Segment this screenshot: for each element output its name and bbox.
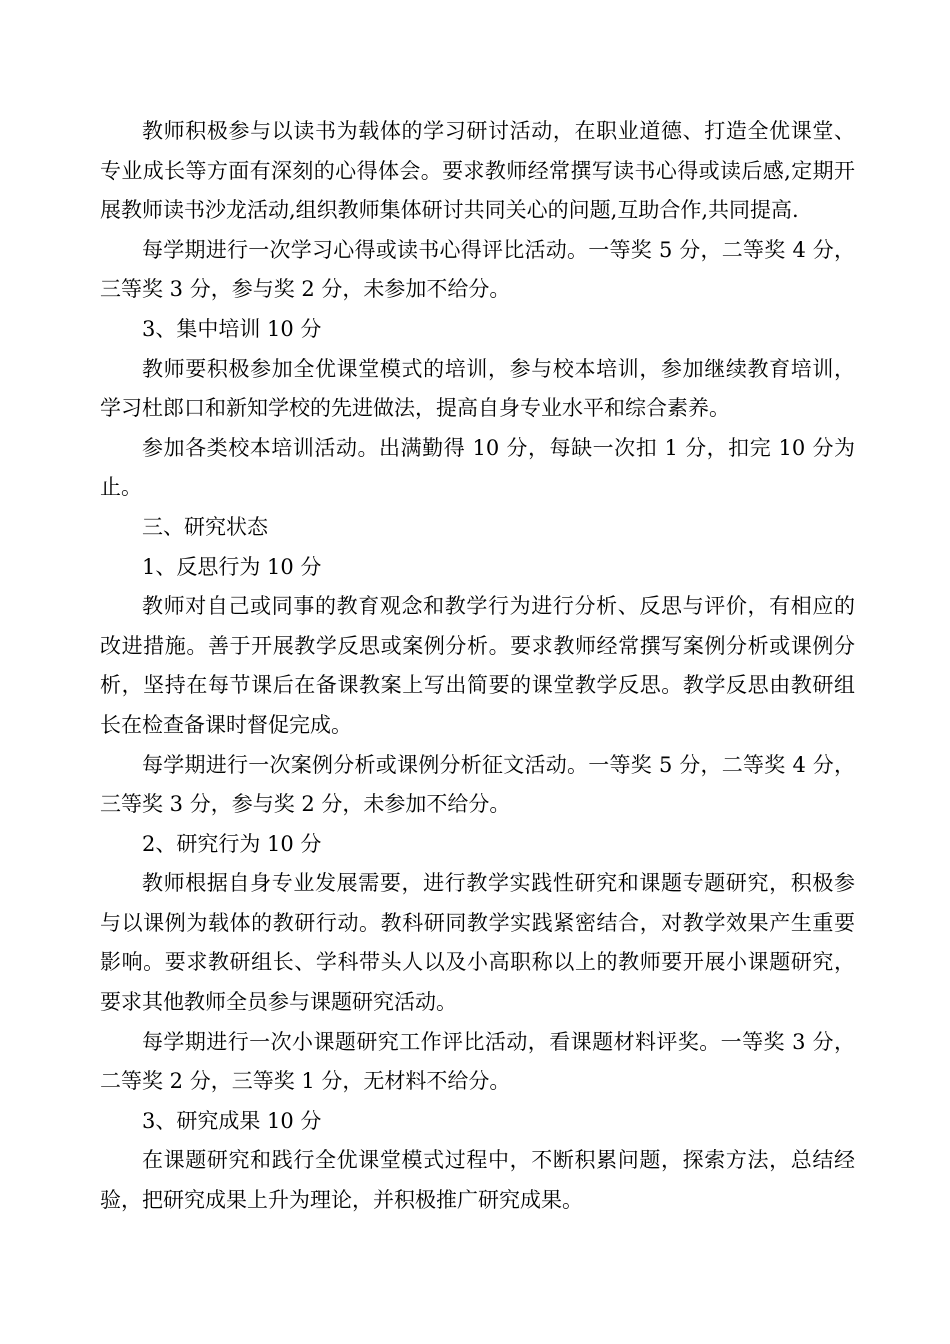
- paragraph-reflection-scoring: 每学期进行一次案例分析或课例分析征文活动。一等奖 5 分，二等奖 4 分，三等奖 3 分，参与奖 2 分，未参加不给分。: [100, 752, 855, 817]
- heading-research-behavior: 2、研究行为 10 分: [142, 831, 322, 856]
- heading-concentrated-training: 3、集中培训 10 分: [142, 316, 322, 341]
- paragraph-research-activity: 教师根据自身专业发展需要，进行教学实践性研究和课题专题研究，积极参与以课例为载体的教研行动。教科研同教学实践紧密结合，对教学效果产生重要影响。要求教研组长、学科带头人以及小高职称以上的教师要开展小课题研究，要求其他教师全员参与课题研究活动。: [100, 871, 855, 1015]
- paragraph-training-scoring: 参加各类校本培训活动。出满勤得 10 分，每缺一次扣 1 分，扣完 10 分为止。: [100, 435, 855, 500]
- paragraph-reading-activity: 教师积极参与以读书为载体的学习研讨活动，在职业道德、打造全优课堂、专业成长等方面有深刻的心得体会。要求教师经常撰写读书心得或读后感,定期开展教师读书沙龙活动,组织教师集体研讨共同关心的问题,互助合作,共同提高.: [100, 119, 855, 223]
- paragraph-reading-scoring: 每学期进行一次学习心得或读书心得评比活动。一等奖 5 分，二等奖 4 分，三等奖 3 分，参与奖 2 分，未参加不给分。: [100, 237, 855, 302]
- heading-research-results: 3、研究成果 10 分: [142, 1108, 322, 1133]
- document-body: [100, 112, 855, 1221]
- heading-research-status: 三、研究状态: [142, 514, 268, 539]
- paragraph-reflection-activity: 教师对自己或同事的教育观念和教学行为进行分析、反思与评价，有相应的改进措施。善于开展教学反思或案例分析。要求教师经常撰写案例分析或课例分析，坚持在每节课后在备课教案上写出简要的课堂教学反思。教学反思由教研组长在检查备课时督促完成。: [100, 594, 855, 737]
- paragraph-results-activity: 在课题研究和践行全优课堂模式过程中，不断积累问题，探索方法，总结经验，把研究成果上升为理论，并积极推广研究成果。: [100, 1148, 855, 1213]
- paragraph-research-scoring: 每学期进行一次小课题研究工作评比活动，看课题材料评奖。一等奖 3 分，二等奖 2 分，三等奖 1 分，无材料不给分。: [100, 1029, 855, 1094]
- heading-reflection-behavior: 1、反思行为 10 分: [142, 554, 322, 579]
- paragraph-training-activity: 教师要积极参加全优课堂模式的培训，参与校本培训，参加继续教育培训，学习杜郎口和新知学校的先进做法，提高自身专业水平和综合素养。: [100, 356, 855, 421]
